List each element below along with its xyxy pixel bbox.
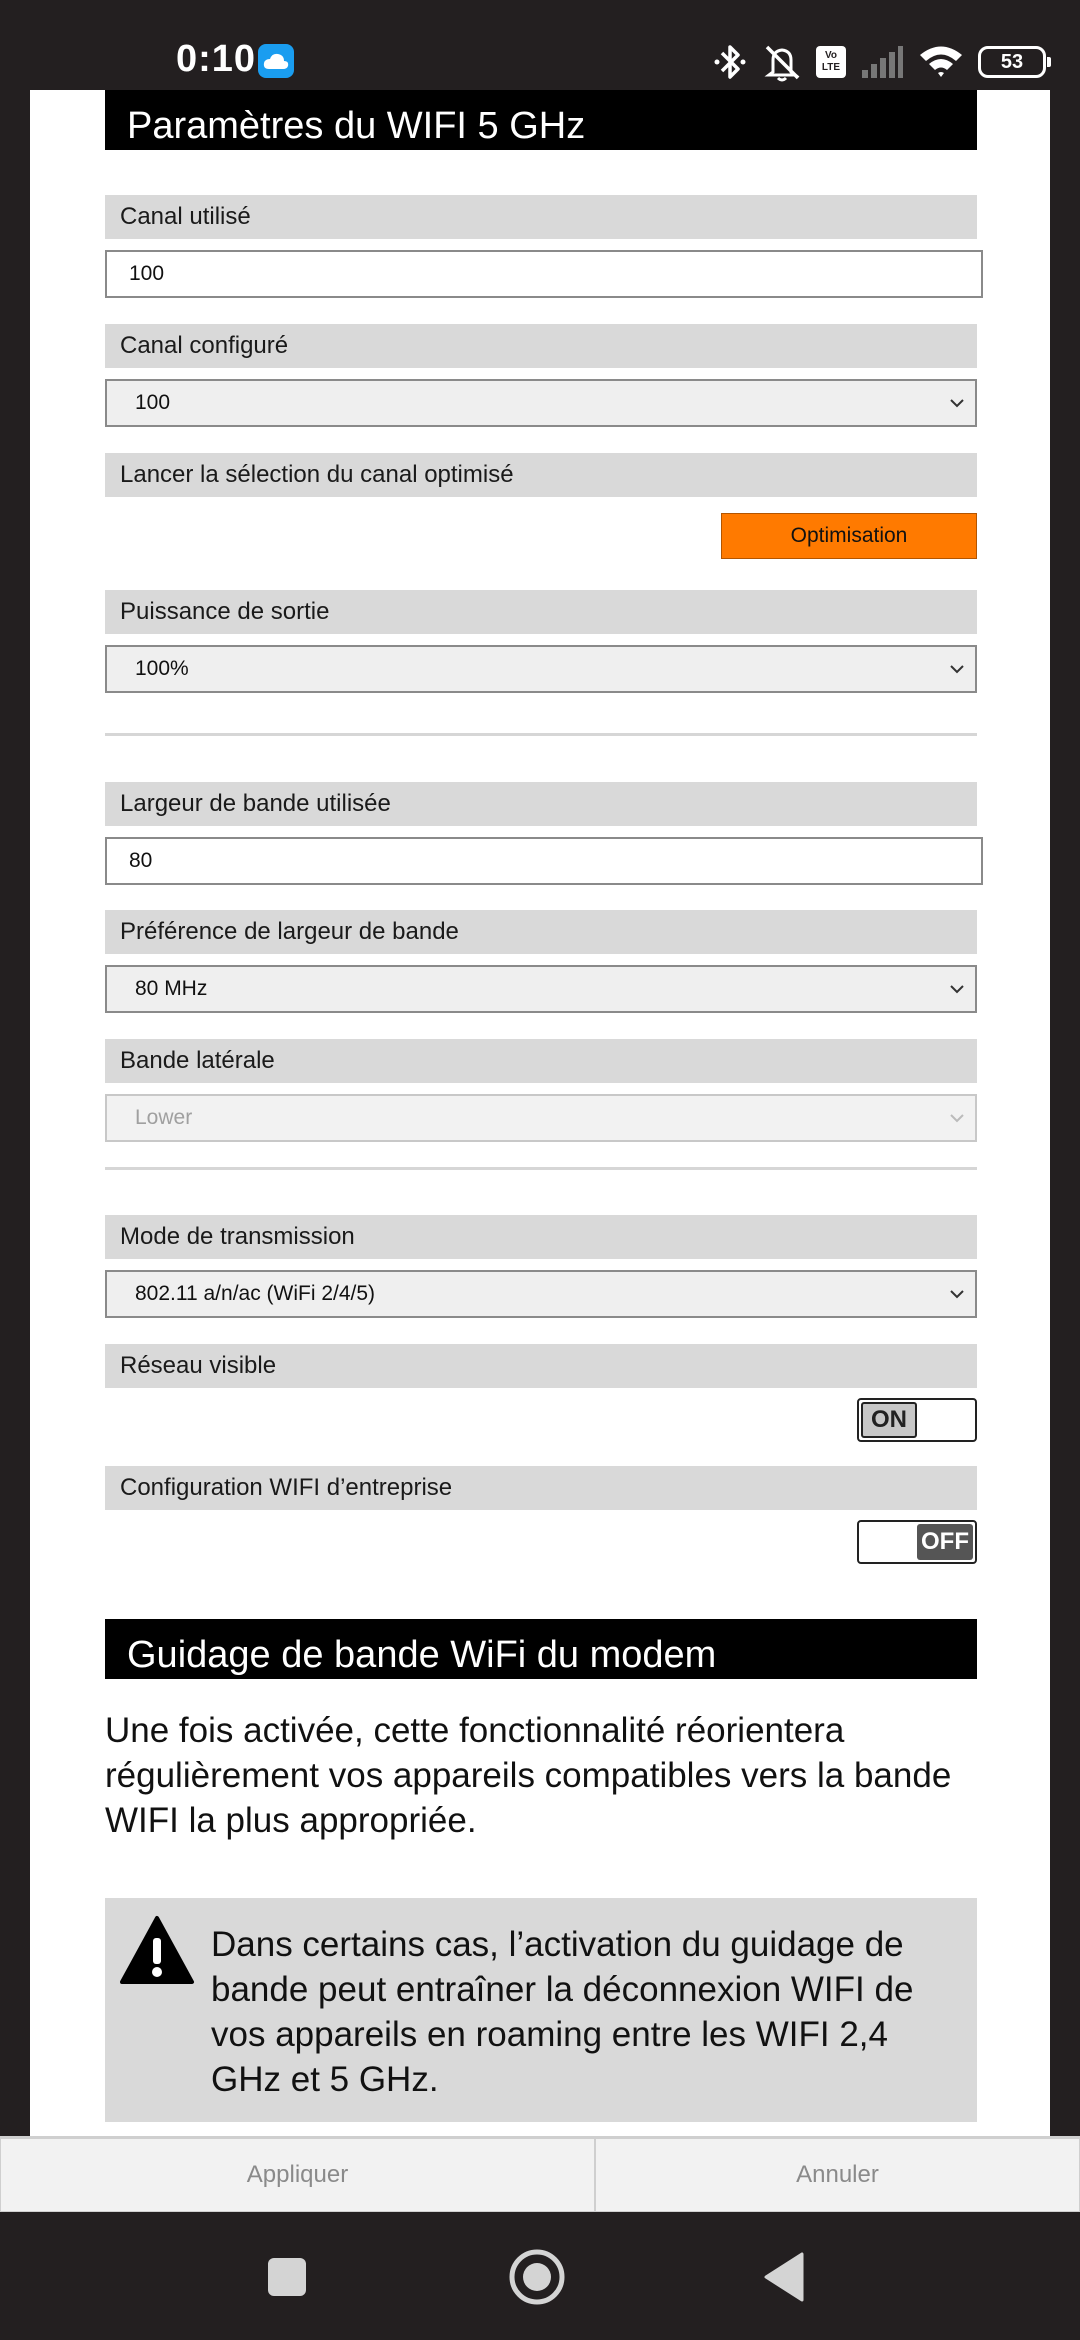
- largeur-pref-select[interactable]: [105, 965, 977, 1013]
- warning-box: [105, 1898, 977, 2122]
- canal-utilise-label: Canal utilisé: [105, 195, 977, 239]
- reseau-visible-label: Réseau visible: [105, 1344, 977, 1388]
- wifi5-section-title: Paramètres du WIFI 5 GHz: [105, 90, 977, 150]
- recents-icon[interactable]: [266, 2256, 308, 2298]
- largeur-pref-label: Préférence de largeur de bande: [105, 910, 977, 954]
- chevron-down-icon: [949, 1288, 965, 1300]
- mode-label: Mode de transmission: [105, 1215, 977, 1259]
- home-icon[interactable]: [508, 2248, 566, 2306]
- toggle-knob: OFF: [917, 1524, 973, 1560]
- volte-top-text: Vo: [824, 50, 838, 61]
- action-bar: [0, 2136, 1080, 2212]
- puissance-value: 100%: [135, 657, 189, 680]
- mode-select[interactable]: [105, 1270, 977, 1318]
- cloud-icon: [258, 44, 294, 78]
- toggle-knob: ON: [861, 1402, 917, 1438]
- mute-icon: [762, 42, 802, 82]
- optimisation-label: Lancer la sélection du canal optimisé: [105, 453, 977, 497]
- volte-icon: [816, 46, 846, 78]
- warning-text: Dans certains cas, l’activation du guidage de bande peut entraîner la déconnexion WIFI de vos appareils en roaming entre les WIFI 2,4 GHz et 5 GHz.: [211, 1925, 914, 2099]
- reseau-visible-toggle[interactable]: [857, 1398, 977, 1442]
- divider: [105, 1167, 977, 1170]
- bande-laterale-select: [105, 1094, 977, 1142]
- largeur-utilisee-label: Largeur de bande utilisée: [105, 782, 977, 826]
- entreprise-label: Configuration WIFI d’entreprise: [105, 1466, 977, 1510]
- mode-value: 802.11 a/n/ac (WiFi 2/4/5): [135, 1282, 376, 1305]
- largeur-utilisee-field: 80: [105, 837, 983, 885]
- status-time: 0:10: [176, 38, 257, 80]
- canal-configure-label: Canal configuré: [105, 324, 977, 368]
- canal-configure-value: 100: [135, 391, 171, 414]
- chevron-down-icon: [949, 983, 965, 995]
- largeur-pref-value: 80 MHz: [135, 977, 208, 1000]
- status-bar: [0, 0, 1080, 90]
- entreprise-toggle[interactable]: [857, 1520, 977, 1564]
- volte-bottom-text: LTE: [821, 62, 841, 73]
- cancel-button[interactable]: Annuler: [595, 2138, 1080, 2212]
- apply-button[interactable]: Appliquer: [0, 2138, 595, 2212]
- wifi-icon: [918, 44, 964, 80]
- navigation-bar: [0, 2212, 1080, 2340]
- warning-icon: [119, 1914, 195, 1986]
- battery-level: 53: [1000, 50, 1024, 73]
- optimisation-button[interactable]: Optimisation: [721, 513, 977, 559]
- bande-laterale-value: Lower: [135, 1106, 193, 1129]
- canal-utilise-field: 100: [105, 250, 983, 298]
- chevron-down-icon: [949, 663, 965, 675]
- chevron-down-icon: [949, 397, 965, 409]
- back-icon[interactable]: [762, 2252, 804, 2302]
- guidage-section-title: Guidage de bande WiFi du modem: [105, 1619, 977, 1679]
- battery-icon: [978, 46, 1046, 78]
- bluetooth-icon: [712, 42, 748, 82]
- settings-page: [30, 90, 1050, 2136]
- divider: [105, 733, 977, 736]
- bande-laterale-label: Bande latérale: [105, 1039, 977, 1083]
- signal-icon: [860, 44, 904, 80]
- chevron-down-icon: [949, 1112, 965, 1124]
- puissance-label: Puissance de sortie: [105, 590, 977, 634]
- canal-configure-select[interactable]: [105, 379, 977, 427]
- guidage-description: Une fois activée, cette fonctionnalité réorientera régulièrement vos appareils compatibles vers la bande WIFI la plus appropriée.: [105, 1711, 952, 1840]
- puissance-select[interactable]: [105, 645, 977, 693]
